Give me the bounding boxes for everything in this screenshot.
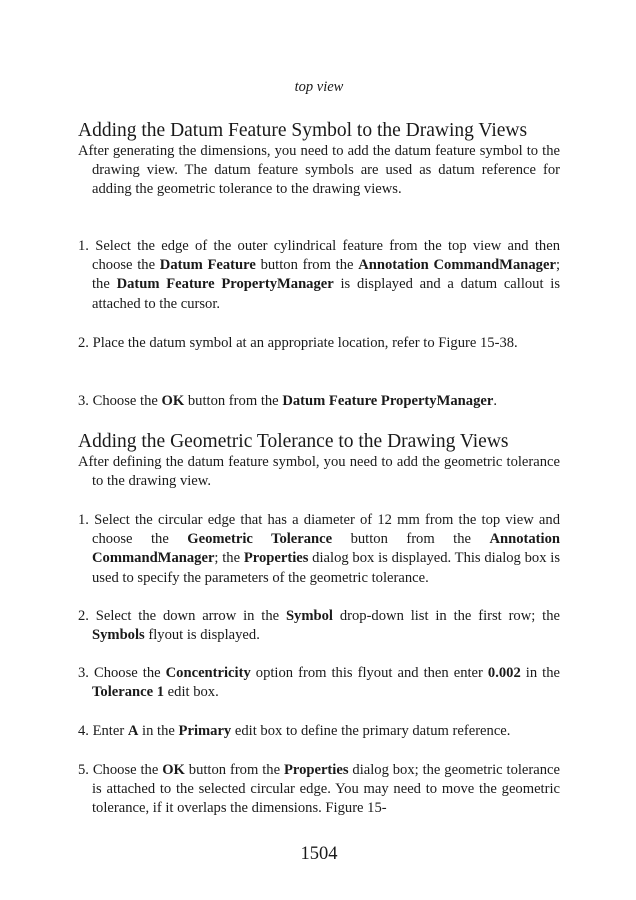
section-intro-geometric-tolerance: After defining the datum feature symbol, you need to add the geometric tolerance to the drawing view. (78, 454, 560, 490)
step-2-geometric-tolerance: 2. Select the down arrow in the Symbol drop-down list in the first row; the Symbols flyout is displayed. (78, 608, 560, 644)
step-5-geometric-tolerance: 5. Choose the OK button from the Properties dialog box; the geometric tolerance is attached to the selected circular edge. You may need to move the geometric tolerance, if it overlaps the dimensions. Figure 15- (78, 762, 560, 817)
figure-caption: top view (294, 79, 344, 95)
document-page (78, 0, 560, 900)
step-1-geometric-tolerance: 1. Select the circular edge that has a diameter of 12 mm from the top view and choose the Geometric Tolerance button from the Annotation CommandManager; the Properties dialog box is displayed. This dialog box is used to specify the parameters of the geometric tolerance. (78, 512, 560, 586)
step-4-geometric-tolerance: 4. Enter A in the Primary edit box to define the primary datum reference. (78, 723, 511, 739)
step-1-datum-feature: 1. Select the edge of the outer cylindrical feature from the top view and then choose the Datum Feature button from the Annotation CommandManager; the Datum Feature PropertyManager is displayed and a datum callout is attached to the cursor. (78, 238, 560, 312)
step-3-datum-feature: 3. Choose the OK button from the Datum Feature PropertyManager. (78, 393, 497, 409)
section-intro-datum-feature: After generating the dimensions, you need to add the datum feature symbol to the drawing view. The datum feature symbols are used as datum reference for adding the geometric tolerance to the drawing views. (78, 143, 560, 198)
step-3-geometric-tolerance: 3. Choose the Concentricity option from this flyout and then enter 0.002 in the Tolerance 1 edit box. (78, 665, 560, 701)
section-heading-geometric-tolerance: Adding the Geometric Tolerance to the Drawing Views (78, 431, 509, 452)
step-2-datum-feature: 2. Place the datum symbol at an appropriate location, refer to Figure 15-38. (78, 335, 518, 351)
section-heading-datum-feature: Adding the Datum Feature Symbol to the Drawing Views (78, 120, 528, 141)
page-number: 1504 (300, 844, 338, 864)
